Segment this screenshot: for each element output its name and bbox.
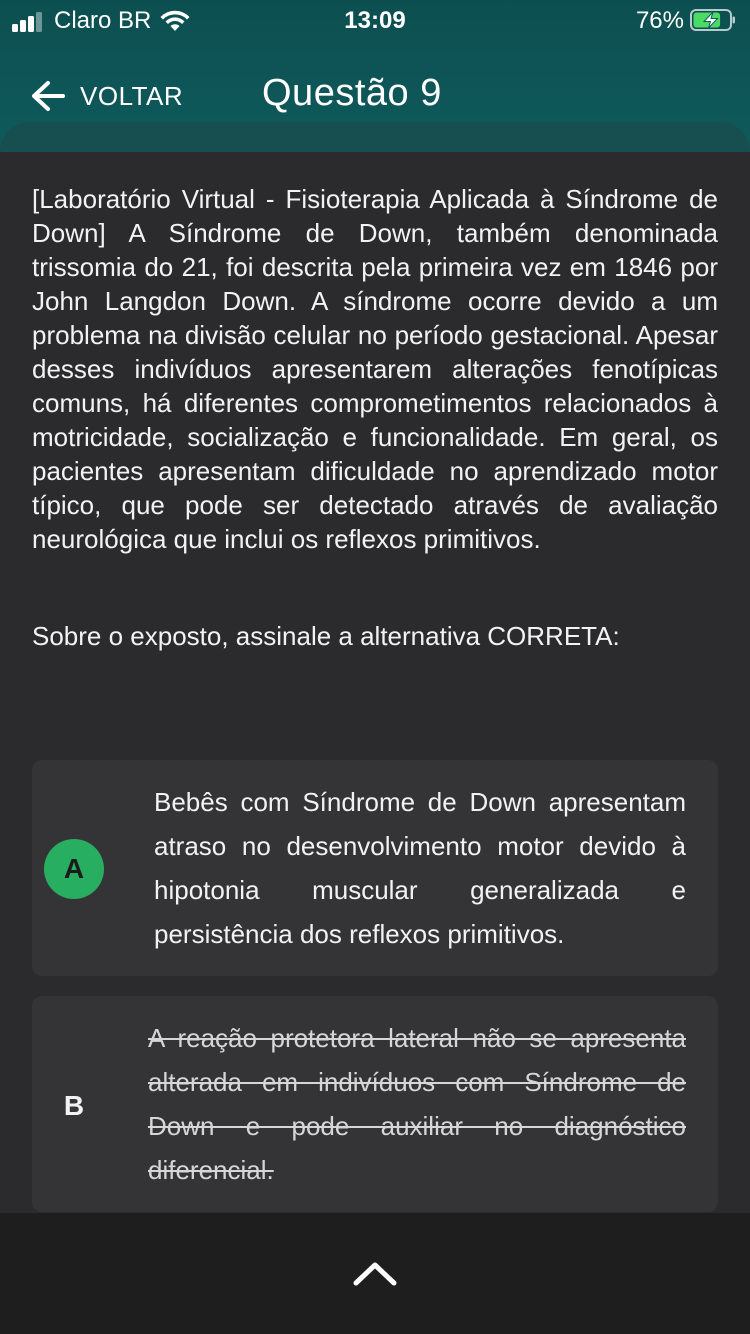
option-letter-badge: A bbox=[44, 839, 104, 899]
header-edge bbox=[0, 122, 750, 152]
option-text: Bebês com Síndrome de Down apresentam atraso no desenvolvimento motor devido à hipotonia muscular generalizada e persistência dos reflexos primitivos. bbox=[154, 787, 686, 949]
chevron-up-icon[interactable] bbox=[352, 1259, 398, 1287]
app-header bbox=[0, 0, 750, 152]
arrow-left-icon bbox=[28, 79, 66, 113]
question-prompt: Sobre o exposto, assinale a alternativa CORRETA: bbox=[32, 621, 620, 651]
status-bar bbox=[0, 0, 750, 40]
bottom-bar bbox=[0, 1213, 750, 1334]
carrier-name: Claro BR bbox=[54, 7, 152, 34]
question-text: [Laboratório Virtual - Fisioterapia Aplicada à Síndrome de Down] A Síndrome de Down, também denominada trissomia do 21, foi descrita pela primeira vez em 1846 por John Langdon Down. A síndrome ocorre devido a um problema na divisão celular no período gestacional. Apesar desses indivíduos apresentarem alterações fenotípicas comuns, há diferentes comprometimentos relacionados à motricidade, socialização e funcionalidade. Em geral, os pacientes apresentam dificuldade no aprendizado motor típico, que pode ser detectado através de avaliação neurológica que inclui os reflexos primitivos. bbox=[32, 184, 718, 554]
battery-charging-icon bbox=[690, 9, 736, 31]
answer-option-b[interactable] bbox=[32, 996, 718, 1212]
option-text-struck: A reação protetora lateral não se apresenta alterada em indivíduos com Síndrome de Down e pode auxiliar no diagnóstico diferencial. bbox=[148, 1023, 686, 1185]
battery-percentage: 76% bbox=[635, 7, 684, 34]
option-letter-badge: B bbox=[63, 1090, 85, 1121]
back-label: VOLTAR bbox=[80, 80, 184, 111]
page-title: Questão 9 bbox=[262, 72, 442, 114]
status-time: 13:09 bbox=[344, 7, 406, 34]
back-button[interactable] bbox=[28, 76, 183, 116]
answer-option-a[interactable] bbox=[32, 760, 718, 976]
